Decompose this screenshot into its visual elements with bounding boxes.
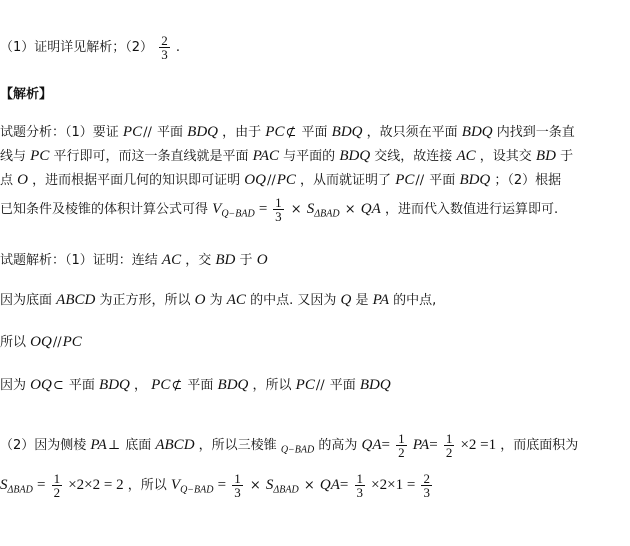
analysis-tag: 【解析】 xyxy=(0,87,53,102)
analysis-line-3: 点 O ，进而根据平面几何的知识即可证明 OQ//PC ，从而就证明了 PC// 平面 BDQ ；（2）根据 xyxy=(0,172,562,188)
fraction-one-third-c: $\frac{1}{3}$ xyxy=(356,471,364,500)
answer-end: . xyxy=(175,40,180,55)
solution-line-4: 因为 OQ⊂ 平面 BDQ ， PC⊄ 平面 BDQ ，所以 PC// 平面 BDQ xyxy=(0,377,391,393)
fraction-one-half-a: $\frac{1}{2}$ xyxy=(398,431,405,460)
solution-line-3: 所以 OQ//PC xyxy=(0,334,82,350)
analysis-line-4: 已知条件及棱锥的体积计算公式可得 $V_{Q-BAD}$ = $\frac{1}{3}$ × $S_{\Delta BAD}$ × QA ，进而代入数值进行运算即可. xyxy=(0,195,559,224)
fraction-one-third-b: $\frac{1}{3}$ xyxy=(234,471,241,500)
solution-line-6: $S_{\Delta BAD}$ = $\frac{1}{2}$ ×2×2 = 2 ，所以 $V_{Q-BAD}$ = $\frac{1}{3}$ × $S_{\Delta BAD} \times QA=$ $\frac{1}{3}$ ×2×1 = $\frac{2}{3}$ xyxy=(0,471,430,500)
solution-line-5: （2）因为侧棱 PA⊥ 底面 ABCD ，所以三棱锥 $_{Q-BAD}$ 的高为 QA= $\frac{1}{2}$ PA= $\frac{1}{2}$ ×2 =1 ，而底面积为 xyxy=(0,431,579,460)
analysis-line-2: 线与 PC 平行即可，而这一条直线就是平面 PAC 与平面的 BDQ 交线，故连接 AC ，设其交 BD 于 xyxy=(0,148,574,164)
answer-line xyxy=(0,34,180,61)
fraction-one-third: $\frac{1}{3}$ xyxy=(275,195,282,224)
solution-line-2: 因为底面 ABCD 为正方形，所以 O 为 AC 的中点. 又因为 Q 是 PA 的中点, xyxy=(0,292,437,308)
fraction-one-half-c: $\frac{1}{2}$ xyxy=(53,471,61,500)
analysis-line-1: 试题分析：（1）要证 PC// 平面 BDQ ，由于 PC⊄ 平面 BDQ ，故只须在平面 BDQ 内找到一条直 xyxy=(0,124,575,140)
fraction-two-thirds: $\frac{2}{3}$ xyxy=(423,471,430,500)
solution-line-1: 试题解析：（1）证明：连结 AC ，交 BD 于 O xyxy=(0,252,268,268)
answer-text: （1）证明详见解析；（2） xyxy=(0,40,154,55)
answer-fraction: $\frac{2}{3}$ xyxy=(161,33,168,62)
fraction-one-half-b: $\frac{1}{2}$ xyxy=(445,431,453,460)
